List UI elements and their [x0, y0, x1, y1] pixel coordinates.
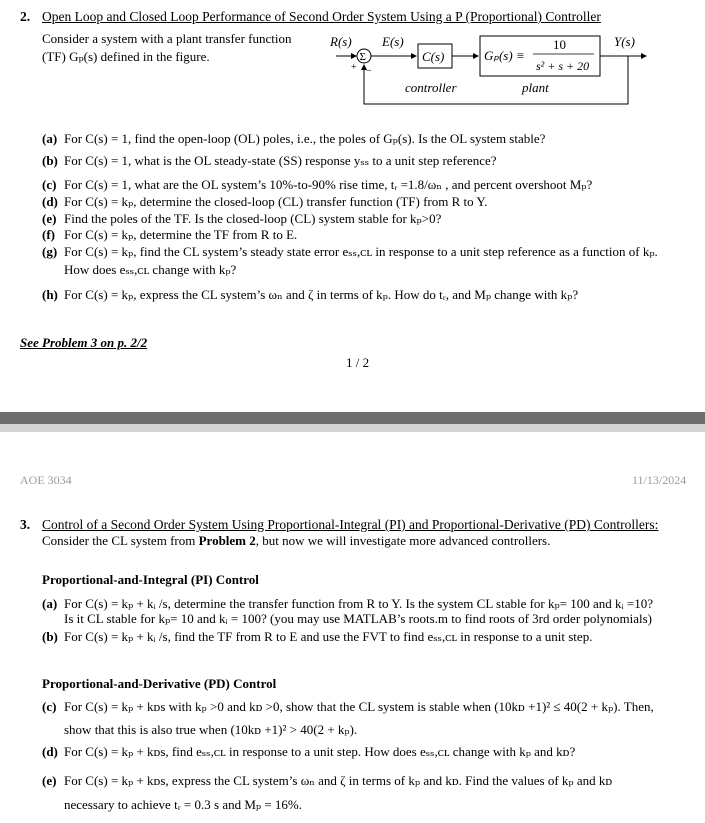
problem2-item-text: For C(s) = kₚ, express the CL system’s ωₙ and ζ in terms of kₚ. How do tᵣ, and Mₚ change with kₚ?	[64, 287, 579, 302]
problem2-item-text: For C(s) = kₚ, determine the closed-loop (CL) transfer function (TF) from R to Y.	[64, 194, 488, 209]
e-label: E(s)	[382, 34, 404, 49]
problem2-title: Open Loop and Closed Loop Performance of Second Order System Using a P (Proportional) Controller	[42, 9, 601, 24]
problem2-item-text: How does eₛₛ,ᴄʟ change with kₚ?	[64, 262, 237, 277]
page-separator-light	[0, 424, 705, 432]
page-separator-dark	[0, 412, 705, 424]
plant-caption: plant	[522, 80, 549, 95]
problem2-item	[42, 227, 297, 243]
problem2-item	[42, 287, 578, 303]
problem2-item	[42, 153, 497, 169]
problem3-intro-bold: Problem 2	[198, 533, 256, 548]
problem2-number: 2.	[20, 9, 31, 24]
problem2-item	[42, 131, 545, 147]
problem2-item-label: (g)	[42, 244, 58, 259]
plant-numerator: 10	[553, 37, 566, 52]
pd-item-text: For C(s) = kₚ + kᴅs, find eₛₛ,ᴄʟ in response to a unit step. How does eₛₛ,ᴄʟ change with kₚ and kᴅ?	[64, 744, 576, 759]
pd-heading: Proportional-and-Derivative (PD) Control	[42, 676, 277, 691]
pi-item-label: (b)	[42, 629, 58, 644]
pd-item-text: For C(s) = kₚ + kᴅs, express the CL system’s ωₙ and ζ in terms of kₚ and kᴅ. Find the values of kₚ and kᴅ	[64, 773, 613, 788]
pd-item-label: (c)	[42, 699, 57, 714]
pd-item-text: necessary to achieve tᵣ = 0.3 s and Mₚ = 16%.	[64, 797, 303, 812]
plant-denominator: s² + s + 20	[536, 59, 590, 73]
problem2-item	[42, 262, 236, 278]
problem2-item	[42, 211, 441, 227]
pd-item-text: show that this is also true when (10kᴅ +1)² > 40(2 + kₚ).	[64, 722, 358, 737]
problem2-item	[42, 194, 487, 210]
problem2-item-label: (c)	[42, 177, 57, 192]
problem2-item-label: (a)	[42, 131, 58, 146]
block-diagram	[328, 30, 658, 110]
pd-item-label: (e)	[42, 773, 57, 788]
see-note-text: See Problem 3 on p. 2/2	[20, 335, 148, 350]
problem3-intro-post: , but now we will investigate more advanced controllers.	[255, 533, 551, 548]
controller-caption: controller	[405, 80, 457, 95]
see-note[interactable]	[20, 335, 147, 351]
problem2-item	[42, 244, 658, 260]
problem2-item-label: (e)	[42, 211, 57, 226]
pd-item	[42, 744, 575, 760]
problem3-title: Control of a Second Order System Using Proportional-Integral (PI) and Proportional-Derivative (PD) Controllers:	[42, 517, 659, 532]
problem2-item-text: Find the poles of the TF. Is the closed-loop (CL) system stable for kₚ>0?	[64, 211, 442, 226]
pd-item	[42, 773, 612, 789]
pi-item-text: For C(s) = kₚ + kᵢ /s, find the TF from R to E and use the FVT to find eₛₛ,ᴄʟ in response to a unit step.	[64, 629, 593, 644]
minus-sign: −	[366, 66, 372, 77]
problem3-number: 3.	[20, 517, 31, 532]
problem2-item-text: For C(s) = 1, what are the OL system’s 10%-to-90% rise time, tᵣ =1.8/ωₙ , and percent overshoot Mₚ?	[64, 177, 593, 192]
problem2-item-text: For C(s) = kₚ, determine the TF from R to E.	[64, 227, 298, 242]
problem2-item-text: For C(s) = 1, what is the OL steady-state (SS) response yₛₛ to a unit step reference?	[64, 153, 497, 168]
pi-item	[42, 611, 652, 627]
pi-item-text: For C(s) = kₚ + kᵢ /s, determine the transfer function from R to Y. Is the system CL stable for kₚ= 100 and kᵢ =10?	[64, 596, 654, 611]
problem2-item-label: (f)	[42, 227, 55, 242]
pd-item	[42, 797, 302, 813]
problem2-item-label: (d)	[42, 194, 58, 209]
problem2-item-label: (h)	[42, 287, 58, 302]
pi-heading: Proportional-and-Integral (PI) Control	[42, 572, 259, 587]
problem3-intro	[42, 533, 550, 549]
pd-item-text: For C(s) = kₚ + kᴅs with kₚ >0 and kᴅ >0, show that the CL system is stable when (10kᴅ +1)² ≤ 40(2 + kₚ). Then,	[64, 699, 654, 714]
problem2-item-label: (b)	[42, 153, 58, 168]
controller-block-label: C(s)	[422, 49, 445, 64]
problem2-intro-line1: Consider a system with a plant transfer function	[42, 31, 292, 46]
page-number: 1 / 2	[346, 355, 370, 370]
problem2-item-text: For C(s) = kₚ, find the CL system’s steady state error eₛₛ,ᴄʟ in response to a unit step reference as a function of kₚ.	[64, 244, 658, 259]
pd-item	[42, 699, 654, 715]
course-label: AOE 3034	[20, 473, 72, 487]
plus-sign: +	[351, 62, 357, 73]
y-label: Y(s)	[614, 34, 635, 49]
problem3-intro-pre: Consider the CL system from	[42, 533, 199, 548]
pi-item-text: Is it CL stable for kₚ= 10 and kᵢ = 100? (you may use MATLAB’s roots.m to find roots of 3rd order polynomials)	[64, 611, 653, 626]
pi-item	[42, 596, 653, 612]
problem2-item	[42, 177, 592, 193]
problem2-intro-line2: (TF) Gₚ(s) defined in the figure.	[42, 49, 210, 64]
pd-item-label: (d)	[42, 744, 58, 759]
sum-symbol: Σ	[359, 51, 366, 63]
plant-lhs: Gₚ(s) ≡	[484, 48, 525, 63]
date-label: 11/13/2024	[632, 473, 687, 487]
pi-item	[42, 629, 592, 645]
problem2-item-text: For C(s) = 1, find the open-loop (OL) poles, i.e., the poles of Gₚ(s). Is the OL system stable?	[64, 131, 546, 146]
pd-item	[42, 722, 357, 738]
r-label: R(s)	[330, 34, 352, 49]
pi-item-label: (a)	[42, 596, 58, 611]
